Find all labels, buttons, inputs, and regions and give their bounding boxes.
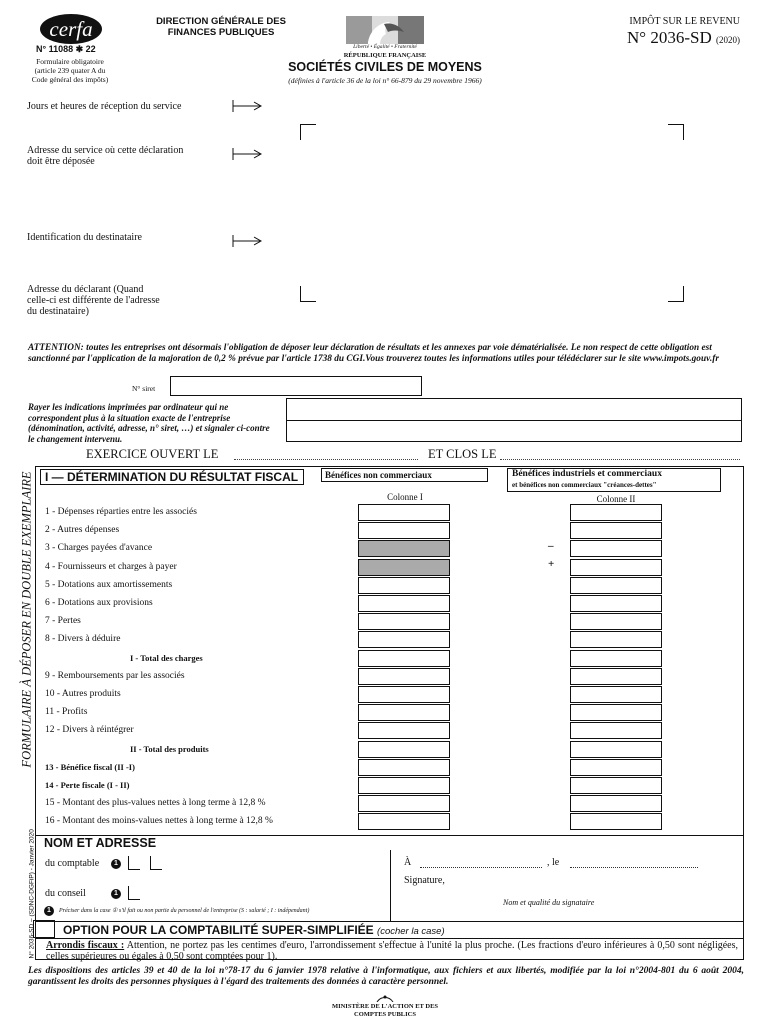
column2-cell[interactable] [570,722,662,739]
row-label: 4 - Fournisseurs et charges à payer [45,561,177,572]
address-box-corner [668,286,684,302]
bic-header [507,468,721,492]
arrow-right-icon [232,235,262,247]
column1-cell[interactable] [358,813,450,830]
exercice-close-field[interactable] [500,459,740,460]
form-title: SOCIÉTÉS CIVILES DE MOYENS [288,60,482,74]
signatory-label: Nom et qualité du signataire [503,898,595,907]
column1-cell[interactable] [358,668,450,685]
mandatory-note: Formulaire obligatoire (article 239 quater A du Code général des impôts) [31,57,109,84]
column2-cell[interactable] [570,595,662,612]
row-label: 5 - Dotations aux amortissements [45,579,173,590]
column2-cell[interactable] [570,522,662,539]
siret-label: N° siret [132,384,156,393]
column2-cell[interactable] [570,668,662,685]
column2-cell[interactable] [570,686,662,703]
form-id [570,28,740,48]
marianne-logo-icon [346,16,424,44]
vertical-note: FORMULAIRE À DÉPOSER EN DOUBLE EXEMPLAIRE [19,471,34,768]
divider [390,850,391,922]
column1-cell[interactable] [358,577,450,594]
column1-cell[interactable] [358,777,450,794]
option-checkbox[interactable] [33,920,55,938]
row-label: I - Total des charges [130,652,203,663]
divider [36,938,743,939]
bic-title: Bénéfices industriels et commerciaux [512,469,662,479]
recipient-id-label: Identification du destinataire [27,232,142,243]
plus-sign: + [548,558,555,570]
option-subtitle: (cocher la case) [377,926,445,937]
column2-cell[interactable] [570,795,662,812]
row-label: 1 - Dépenses réparties entre les associés [45,507,197,517]
column2-cell[interactable] [570,504,662,521]
rounding-text: Attention, ne portez pas les centimes d'euro, l'arrondissement s'effectue à l'unité la plus proche. (Les fractions d'euro inférieures à 0,50 sont négligées, celles supérieures ou égales à 0,50 sont comptées pour 1). [46,940,739,962]
column1-cell[interactable] [358,686,450,703]
service-address-label: Adresse du service où cette déclaration doit être déposée [27,145,184,167]
rounding-note [46,940,738,962]
row-label: 2 - Autres dépenses [45,525,120,536]
row-label: 11 - Profits [45,707,88,718]
minus-sign: – [548,540,554,552]
date-label: , le [547,857,560,868]
exercice-open-label: EXERCICE OUVERT LE [86,447,219,461]
attention-notice: ATTENTION: toutes les entreprises ont désormais l'obligation de déposer leur déclaration de résultats et les annexes par voie dématérialisée. Le non respect de cette obligation est sanctionné par l'application de la majoration de 0,2 % prévue par l'article 1738 du CGI.Vous trouverez toutes les informations utiles pour télédéclarer sur le site www.impots.gouv.fr [28,343,719,364]
section1-title: I — DÉTERMINATION DU RÉSULTAT FISCAL [40,469,304,485]
column2-cell[interactable] [570,559,662,576]
column1-cell[interactable] [358,631,450,648]
column1-cell[interactable] [358,613,450,630]
row-label: 14 - Perte fiscale (I - II) [45,780,130,790]
column2-cell[interactable] [570,741,662,758]
column1-cell[interactable] [358,504,450,521]
cerfa-number: N° 11088 ✱ 22 [36,44,96,54]
signature-label: Signature, [404,875,445,886]
column1-cell[interactable] [358,595,450,612]
row-label: 12 - Divers à réintégrer [45,725,134,736]
address-box-corner [300,286,316,302]
column1-cell[interactable] [358,795,450,812]
declarant-address-label: Adresse du déclarant (Quand celle-ci est différente de l'adresse du destinataire) [27,284,160,317]
divider [286,420,742,421]
change-instructions: Rayer les indications imprimées par ordinateur qui ne correspondent plus à la situation exacte de l'entreprise (dénomination, activité, adresse, n° siret, …) et signaler ci-contre le changement intervenu. [28,402,270,444]
row-label: 7 - Pertes [45,616,81,627]
ministry-name: MINISTÈRE DE L'ACTION ET DES COMPTES PUBLICS [331,1003,439,1018]
bic-subtitle: et bénéfices non commerciaux "créances-dettes" [512,481,657,489]
column2-label: Colonne II [596,494,636,504]
column1-cell [358,559,450,576]
reception-label: Jours et heures de réception du service [27,101,182,112]
row-label: 9 - Remboursements par les associés [45,670,185,681]
status-note: Préciser dans la case ① s'il fait ou non partie du personnel de l'entreprise (S : salarié ; I : indépendant) [59,908,310,914]
column1-cell [358,540,450,557]
conseil-status-field[interactable] [128,886,140,900]
nom-title: NOM ET ADRESSE [44,836,157,850]
column1-cell[interactable] [358,722,450,739]
cerfa-logo: cerfa [40,14,102,44]
badge-1-icon: 1 [111,889,121,899]
column2-cell[interactable] [570,704,662,721]
column2-cell[interactable] [570,813,662,830]
row-label: 8 - Divers à déduire [45,634,121,645]
date-field[interactable] [570,867,698,868]
comptable-field[interactable] [150,856,162,870]
column1-cell[interactable] [358,741,450,758]
address-box-corner [668,124,684,140]
ministry-emblem-icon [375,994,395,1002]
row-label: 10 - Autres produits [45,689,121,699]
conseil-label: du conseil [45,888,86,899]
badge-1-icon: 1 [111,859,121,869]
column1-cell[interactable] [358,704,450,721]
row-label: 13 - Bénéfice fiscal (II -I) [45,761,135,772]
address-box-corner [300,124,316,140]
column2-cell[interactable] [570,540,662,557]
column2-cell[interactable] [570,759,662,776]
place-label: À [404,857,412,868]
republic-motto: Liberté • Égalité • Fraternité [353,44,417,50]
column1-label: Colonne I [387,492,423,502]
form-subtitle: (définies à l'article 36 de la loi n° 66-879 du 29 novembre 1966) [288,76,482,85]
row-label: 6 - Dotations aux provisions [45,598,153,608]
column1-cell[interactable] [358,759,450,776]
row-label: 16 - Montant des moins-values nettes à long terme à 12,8 % [45,816,273,827]
arrow-right-icon [232,100,262,112]
column1-cell[interactable] [358,522,450,539]
divider [36,921,743,922]
place-field[interactable] [420,867,542,868]
exercice-open-field[interactable] [234,459,418,460]
row-label: 3 - Charges payées d'avance [45,543,153,554]
exercice-close-label: ET CLOS LE [428,447,497,461]
direction-name: DIRECTION GÉNÉRALE DES FINANCES PUBLIQUES [156,16,286,38]
column2-cell[interactable] [570,631,662,648]
column2-cell[interactable] [570,577,662,594]
arrow-right-icon [232,148,262,160]
comptable-label: du comptable [45,858,100,869]
republic-name: RÉPUBLIQUE FRANÇAISE [343,52,427,59]
column1-cell[interactable] [358,650,450,667]
form-number: N° 2036-SD [627,28,712,47]
column2-cell[interactable] [570,777,662,794]
row-label: 15 - Montant des plus-values nettes à long terme à 12,8 % [45,798,266,809]
row-label: II - Total des produits [130,743,209,754]
cnil-notice: Les dispositions des articles 39 et 40 de la loi n°78-17 du 6 janvier 1978 relative à l'informatique, aux fichiers et aux libertés, modifiée par la loi n°2004-801 du 6 août 2004, garantissent les droits des personnes physiques à l'égard des traitements des données à caractère personnel. [28,966,744,987]
bnc-header: Bénéfices non commerciaux [321,468,488,482]
rounding-label: Arrondis fiscaux : [46,940,125,951]
siret-field[interactable] [170,376,422,396]
tax-label: IMPÔT SUR LE REVENU [629,16,740,27]
column2-cell[interactable] [570,650,662,667]
option-title [63,923,445,937]
form-year: (2020) [716,35,740,45]
comptable-status-field[interactable] [128,856,140,870]
vertical-reference: N° 2036-SD – (SDNC-DGFiP) - Janvier 2020 [28,829,36,959]
badge-1-icon: 1 [44,906,54,916]
option-title-text: OPTION POUR LA COMPTABILITÉ SUPER-SIMPLIFIÉE [63,923,374,937]
column2-cell[interactable] [570,613,662,630]
